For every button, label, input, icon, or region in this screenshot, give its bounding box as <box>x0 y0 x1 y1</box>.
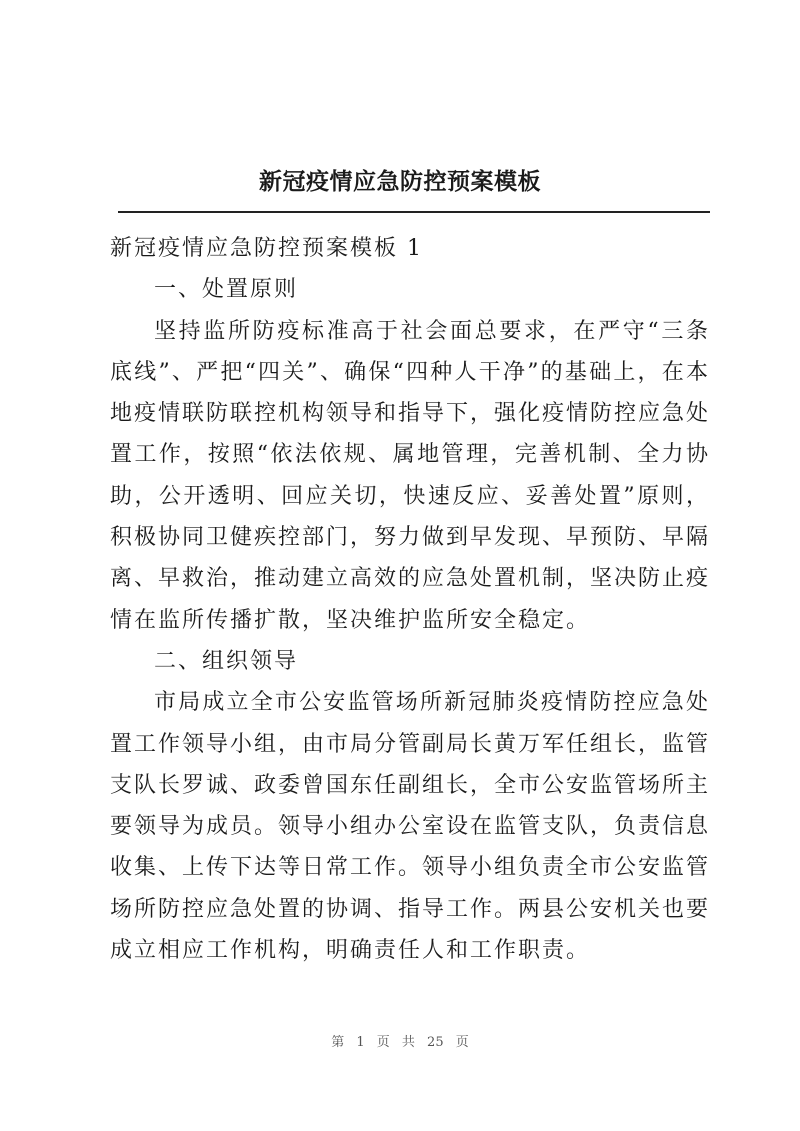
paragraph-principles: 坚持监所防疫标准高于社会面总要求，在严守“三条底线”、严把“四关”、确保“四种人干净”的基础上，在本地疫情联防联控机构领导和指导下，强化疫情防控应急处置工作，按照“依法依规、属地管理，完善机制、全力协助，公开透明、回应关切，快速反应、妥善处置”原则，积极协同卫健疾控部门，努力做到早发现、早预防、早隔离、早救治，推动建立高效的应急处置机制，坚决防止疫情在监所传播扩散，坚决维护监所安全稳定。 <box>110 318 711 633</box>
paragraph-organization: 市局成立全市公安监管场所新冠肺炎疫情防控应急处置工作领导小组，由市局分管副局长黄万军任组长，监管支队长罗诚、政委曾国东任副组长，全市公安监管场所主要领导为成员。领导小组办公室设在监管支队，负责信息收集、上传下达等日常工作。领导小组负责全市公安监管场所防控应急处置的协调、指导工作。两县公安机关也要成立相应工作机构，明确责任人和工作职责。 <box>110 690 711 964</box>
page-number: 第 1 页 共 25 页 <box>331 1035 469 1050</box>
document-body <box>110 228 710 971</box>
document-title: 新冠疫情应急防控预案模板 <box>259 168 541 195</box>
title-divider <box>118 211 710 213</box>
section-heading-organization: 二、组织领导 <box>154 648 299 674</box>
section-heading-principles: 一、处置原则 <box>154 277 299 303</box>
document-subtitle: 新冠疫情应急防控预案模板 1 <box>110 236 423 261</box>
